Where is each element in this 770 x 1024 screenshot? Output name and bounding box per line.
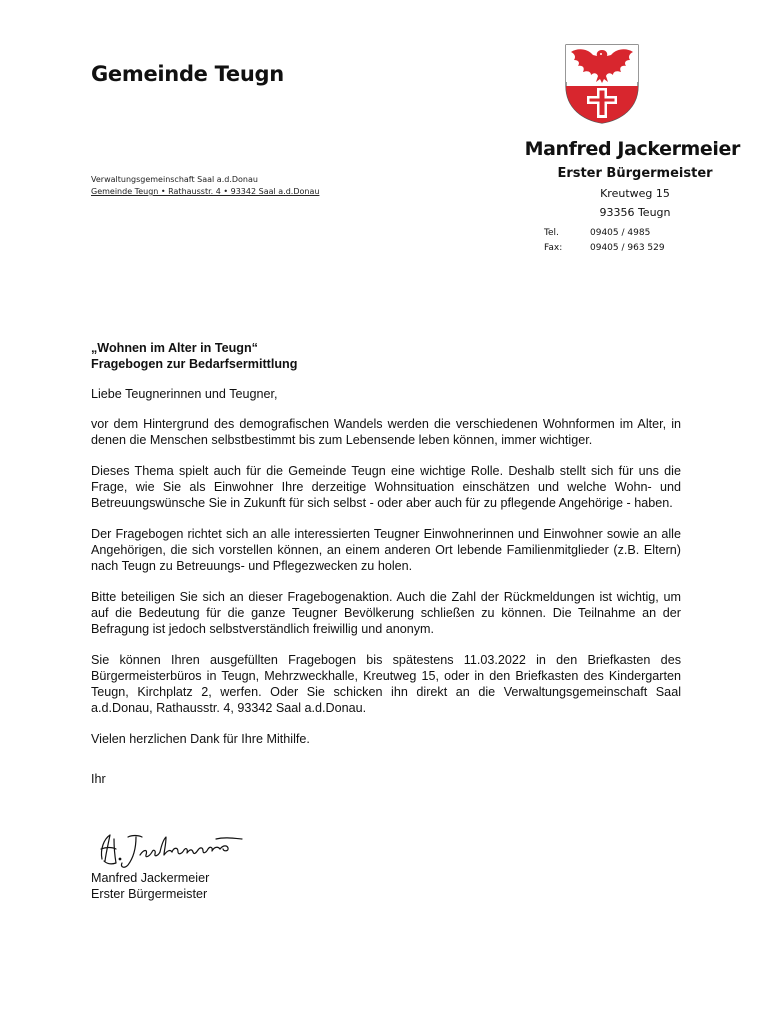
subject-line-1: „Wohnen im Alter in Teugn“ <box>91 341 258 355</box>
closing: Vielen herzlichen Dank für Ihre Mithilfe. <box>91 732 310 746</box>
ihr: Ihr <box>91 772 106 786</box>
subject-line-2: Fragebogen zur Bedarfsermittlung <box>91 357 298 371</box>
paragraph-5: Sie können Ihren ausgefüllten Fragebogen bis spätestens 11.03.2022 in den Briefkasten des Bürgermeisterbüros in Teugn, Mehrzweckhalle, Kreutweg 15, oder in den Briefkasten des Kindergarten Teugn, Kirchplatz 2, werfen. Oder Sie schicken ihn direkt an die Verwaltungsgemeinschaft Saal a.d.Donau, Rathausstr. 4, 93342 Saal a.d.Donau. <box>91 653 681 715</box>
sign-role: Erster Bürgermeister <box>91 887 208 901</box>
sender-line-1: Verwaltungsgemeinschaft Saal a.d.Donau <box>91 175 258 184</box>
sender-line-2: Gemeinde Teugn • Rathausstr. 4 • 93342 Saal a.d.Donau <box>91 187 320 196</box>
paragraph-2: Dieses Thema spielt auch für die Gemeinde Teugn eine wichtige Rolle. Deshalb stellt sich für uns die Frage, wie Sie als Einwohner Ihre derzeitige Wohnsituation einschätzen und welche Wohn- und Betreuungswünsche Sie in Zukunft für sich selbst - oder aber auch für zu pflegende Angehörige - haben. <box>91 464 681 510</box>
mayor-street: Kreutweg 15 <box>600 187 670 200</box>
paragraph-3: Der Fragebogen richtet sich an alle interessierten Teugner Einwohnerinnen und Einwohner sowie an alle Angehörigen, die sich vorstellen können, an einem anderen Ort lebende Familienmitglieder (z.B. Eltern) nach Teugn zu Betreuungs- und Pflegezwecken zu holen. <box>91 527 681 573</box>
coat-of-arms-icon <box>563 42 641 125</box>
fax-value: 09405 / 963 529 <box>590 243 665 253</box>
contact-block <box>544 226 665 256</box>
tel-row <box>544 226 665 241</box>
mayor-city: 93356 Teugn <box>599 206 671 219</box>
handwritten-signature <box>92 825 252 875</box>
subject <box>91 340 681 372</box>
tel-label: Tel. <box>544 228 559 238</box>
mayor-block <box>470 136 740 222</box>
paragraph-4: Bitte beteiligen Sie sich an dieser Fragebogenaktion. Auch die Zahl der Rückmeldungen ist wichtig, um auf die Bedeutung für die ganze Teugner Bevölkerung schließen zu können. Die Teilnahme an der Befragung ist jedoch selbstverständlich freiwillig und anonym. <box>91 590 681 636</box>
mayor-role: Erster Bürgermeister <box>557 166 713 181</box>
sign-block <box>91 870 209 902</box>
fax-row <box>544 241 665 256</box>
paragraph-1: vor dem Hintergrund des demografischen Wandels werden die verschiedenen Wohnformen im Alter, in denen die Menschen selbstbestimmt bis zum Lebensende leben können, immer wichtiger. <box>91 417 681 447</box>
mayor-name: Manfred Jackermeier <box>524 138 740 160</box>
letter-body <box>91 340 681 787</box>
fax-label: Fax: <box>544 243 563 253</box>
municipality-title: Gemeinde Teugn <box>91 62 284 86</box>
greeting: Liebe Teugnerinnen und Teugner, <box>91 387 278 401</box>
sender-block <box>91 174 319 198</box>
sign-name: Manfred Jackermeier <box>91 871 210 885</box>
tel-value: 09405 / 4985 <box>590 228 651 238</box>
